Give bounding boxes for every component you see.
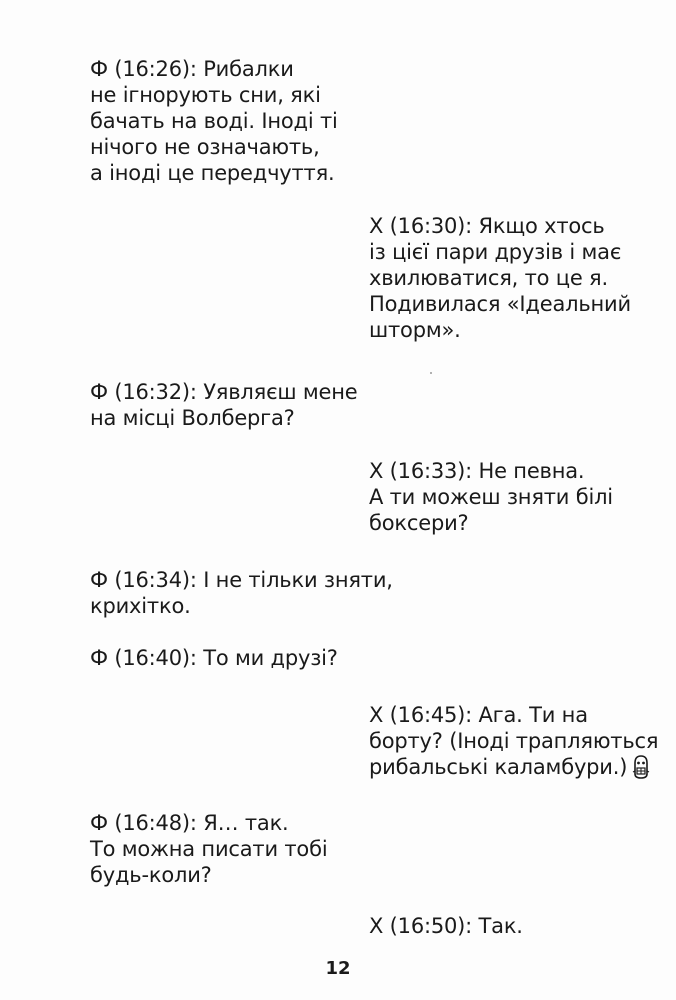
message-line: Подивилася «Ідеальний bbox=[369, 292, 631, 316]
message-line: То можна писати тобі bbox=[90, 837, 328, 861]
chat-message-h-1630 bbox=[369, 213, 631, 343]
message-line: а іноді це передчуття. bbox=[90, 161, 335, 185]
message-line: борту? (Іноді трапляються bbox=[369, 729, 659, 753]
message-line: будь-коли? bbox=[90, 863, 212, 887]
message-line: боксери? bbox=[369, 511, 469, 535]
message-line: не ігнорують сни, які bbox=[90, 83, 321, 107]
grimace-emoji-icon bbox=[631, 754, 651, 780]
message-line: крихітко. bbox=[90, 594, 191, 618]
message-line: нічого не означають, bbox=[90, 135, 320, 159]
message-line-with-emoji bbox=[369, 754, 658, 780]
message-line: Ф (16:32): Уявляєш мене bbox=[90, 380, 358, 404]
chat-message-f-1634 bbox=[90, 567, 393, 619]
message-line-text: рибальські каламбури.) bbox=[369, 755, 628, 779]
chat-message-h-1633 bbox=[369, 458, 613, 536]
message-line: бачать на воді. Іноді ті bbox=[90, 109, 338, 133]
message-line: Ф (16:26): Рибалки bbox=[90, 57, 294, 81]
chat-message-h-1645 bbox=[369, 702, 658, 780]
message-line: шторм». bbox=[369, 318, 461, 342]
message-line: Ф (16:40): То ми друзі? bbox=[90, 646, 338, 670]
message-line: Х (16:45): Ага. Ти на bbox=[369, 703, 588, 727]
print-speck bbox=[430, 372, 432, 374]
chat-message-f-1648 bbox=[90, 810, 327, 888]
message-line: А ти можеш зняти білі bbox=[369, 485, 613, 509]
message-line: Ф (16:34): І не тільки зняти, bbox=[90, 568, 393, 592]
message-line: хвилюватися, то це я. bbox=[369, 266, 608, 290]
message-line: на місці Волберга? bbox=[90, 406, 295, 430]
chat-message-f-1626 bbox=[90, 56, 338, 186]
message-line: Х (16:30): Якщо хтось bbox=[369, 214, 605, 238]
message-line: Х (16:50): Так. bbox=[369, 914, 523, 938]
message-line: Х (16:33): Не певна. bbox=[369, 459, 585, 483]
chat-message-h-1650 bbox=[369, 913, 523, 939]
page-number: 12 bbox=[325, 958, 351, 979]
message-line: Ф (16:48): Я… так. bbox=[90, 811, 289, 835]
chat-message-f-1632 bbox=[90, 379, 358, 431]
message-line: із цієї пари друзів і має bbox=[369, 240, 622, 264]
chat-message-f-1640 bbox=[90, 645, 338, 671]
